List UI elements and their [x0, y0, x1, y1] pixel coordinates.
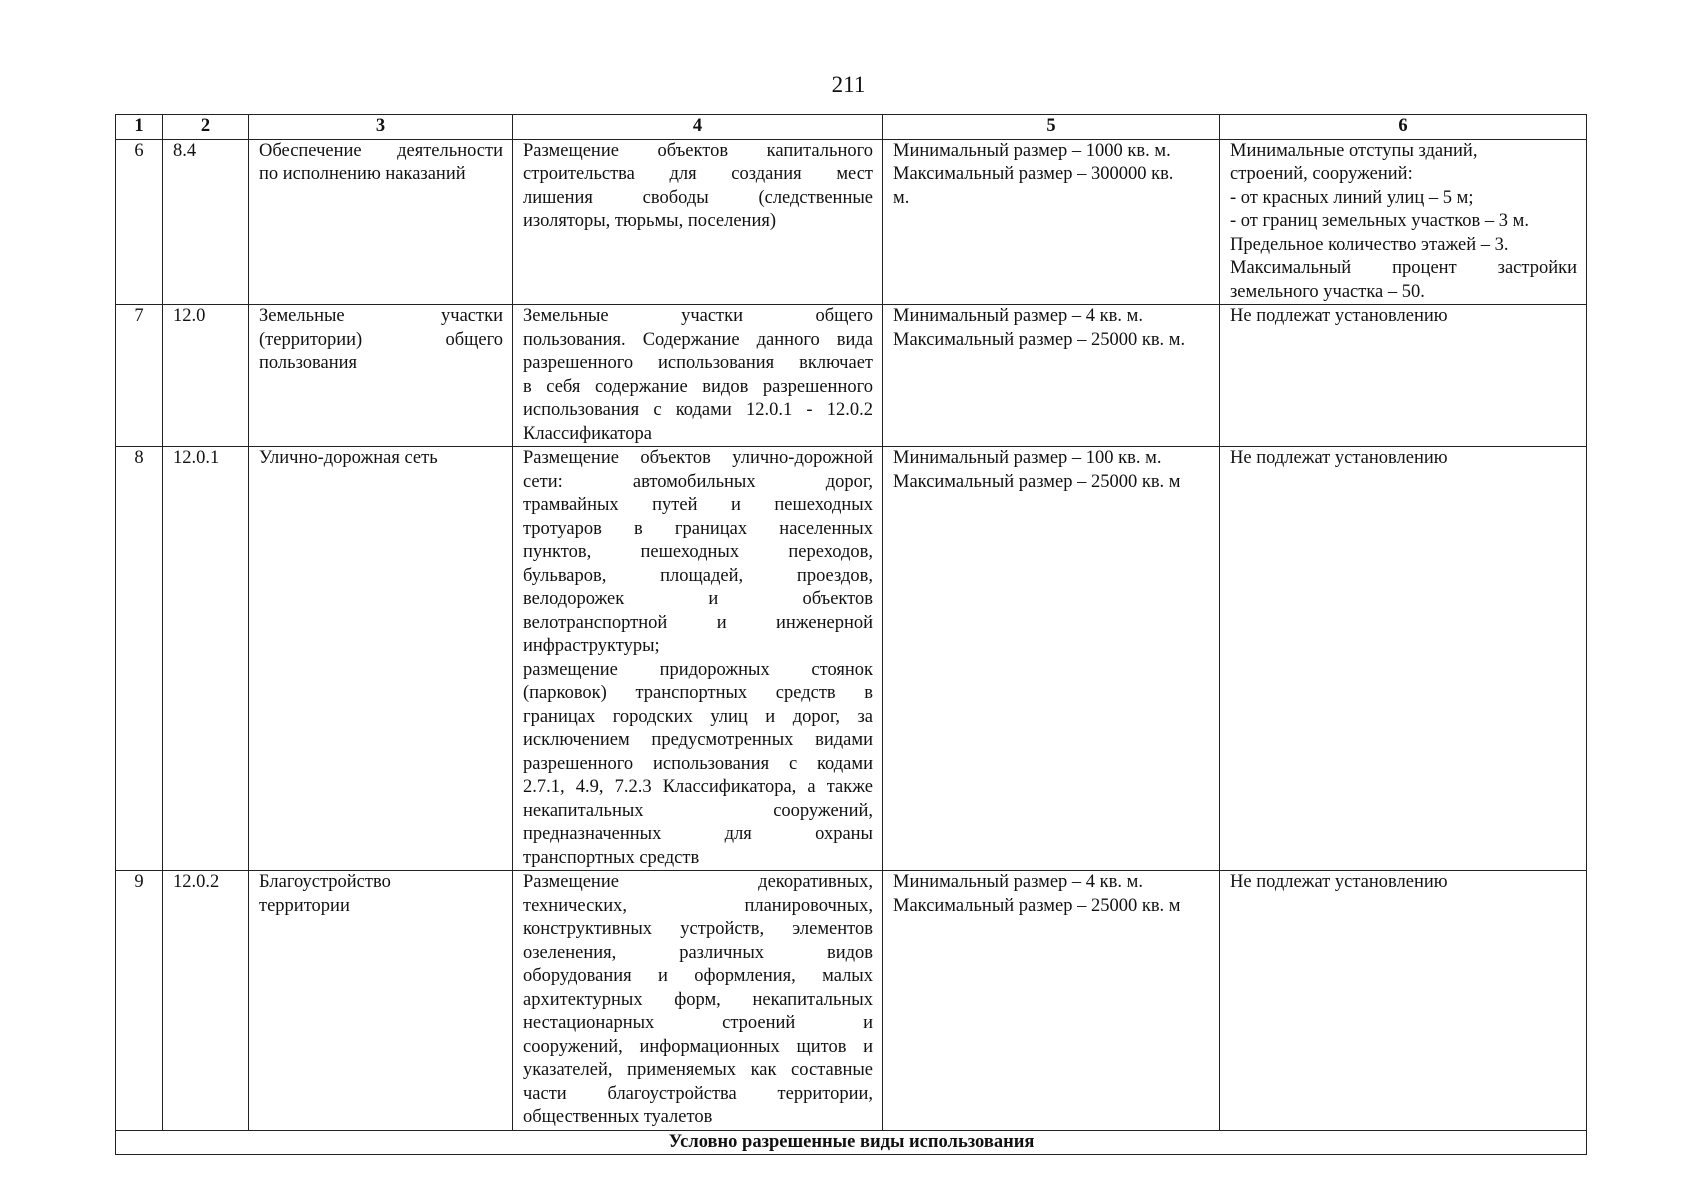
header-cell: 5 — [883, 115, 1220, 140]
row-code-cell: 12.0 — [163, 305, 249, 447]
header-row — [116, 115, 1587, 140]
row-name-cell — [249, 305, 513, 447]
row-number-cell: 8 — [116, 447, 163, 871]
description-line: конструктивных устройств, элементов — [523, 919, 873, 939]
size-line: Максимальный размер – 300000 кв. — [893, 164, 1174, 184]
section-heading: Условно разрешенные виды использования — [116, 1130, 1587, 1155]
description-line: бульваров, площадей, проездов, — [523, 565, 873, 586]
page-number: 211 — [831, 72, 866, 97]
name-line: Благоустройство — [259, 872, 391, 892]
row-number-cell: 7 — [116, 305, 163, 447]
description-line: исключением предусмотренных видами — [523, 730, 873, 750]
header-cell: 3 — [249, 115, 513, 140]
name-line: (территории) общего — [259, 329, 503, 350]
description-line: Классификатора — [523, 423, 652, 444]
row-name-cell — [249, 139, 513, 305]
params-line: Не подлежат установлению — [1230, 306, 1448, 326]
table-row — [116, 447, 1587, 871]
row-description-cell — [513, 447, 883, 871]
name-line: Обеспечение деятельности — [259, 140, 503, 161]
description-line: транспортных средств — [523, 847, 700, 868]
row-params-cell — [1220, 305, 1587, 447]
description-line: Размещение объектов улично-дорожной — [523, 448, 873, 468]
description-line: 2.7.1, 4.9, 7.2.3 Классификатора, а также — [523, 777, 873, 797]
header-cell: 6 — [1220, 115, 1587, 140]
size-line: Минимальный размер – 1000 кв. м. — [893, 140, 1171, 161]
description-line: Земельные участки общего — [523, 306, 873, 326]
params-line: Предельное количество этажей – 3. — [1230, 234, 1509, 255]
description-line: лишения свободы (следственные — [523, 187, 873, 208]
description-line: указателей, применяемых как составные — [523, 1060, 873, 1080]
description-line: пунктов, пешеходных переходов, — [523, 542, 873, 562]
description-line: сети: автомобильных дорог, — [523, 471, 873, 492]
description-line: оборудования и оформления, малых — [523, 966, 873, 986]
name-line: пользования — [259, 353, 358, 373]
description-line: границах городских улиц и дорог, за — [523, 706, 873, 727]
header-cell: 1 — [116, 115, 163, 140]
description-line: трамвайных путей и пешеходных — [523, 495, 873, 515]
description-line: предназначенных для охраны — [523, 824, 873, 844]
description-line: нестационарных строений и — [523, 1013, 873, 1033]
row-description-cell — [513, 139, 883, 305]
row-number-cell: 9 — [116, 871, 163, 1131]
description-line: пользования. Содержание данного вида — [523, 329, 873, 350]
params-line: Максимальный процент застройки — [1230, 258, 1577, 278]
size-line: Максимальный размер – 25000 кв. м — [893, 895, 1181, 916]
size-line: Максимальный размер – 25000 кв. м — [893, 471, 1181, 492]
row-description-cell — [513, 871, 883, 1131]
params-line: - от красных линий улиц – 5 м; — [1230, 187, 1474, 208]
description-line: архитектурных форм, некапитальных — [523, 989, 873, 1010]
size-line: Минимальный размер – 100 кв. м. — [893, 448, 1162, 468]
size-line: Минимальный размер – 4 кв. м. — [893, 872, 1143, 892]
description-line: общественных туалетов — [523, 1107, 713, 1127]
row-params-cell — [1220, 447, 1587, 871]
row-code-cell: 8.4 — [163, 139, 249, 305]
params-line: Не подлежат установлению — [1230, 448, 1448, 468]
row-code-cell: 12.0.1 — [163, 447, 249, 871]
description-line: разрешенного использования включает — [523, 353, 873, 373]
description-line: (парковок) транспортных средств в — [523, 683, 873, 703]
land-use-table — [115, 114, 1587, 1155]
params-line: строений, сооружений: — [1230, 164, 1413, 184]
table-row — [116, 139, 1587, 305]
row-params-cell — [1220, 139, 1587, 305]
description-line: велодорожек и объектов — [523, 589, 873, 609]
size-line: м. — [893, 187, 910, 208]
description-line: Размещение декоративных, — [523, 872, 873, 892]
name-line: Улично-дорожная сеть — [259, 448, 438, 468]
description-line: разрешенного использования с кодами — [523, 753, 873, 774]
row-description-cell — [513, 305, 883, 447]
description-line: размещение придорожных стоянок — [523, 659, 873, 680]
description-line: строительства для создания мест — [523, 164, 873, 184]
description-line: тротуаров в границах населенных — [523, 518, 873, 539]
name-line: территории — [259, 895, 350, 916]
description-line: части благоустройства территории, — [523, 1083, 873, 1104]
size-line: Максимальный размер – 25000 кв. м. — [893, 329, 1186, 350]
size-line: Минимальный размер – 4 кв. м. — [893, 306, 1143, 326]
description-line: изоляторы, тюрьмы, поселения) — [523, 211, 777, 231]
params-line: земельного участка – 50. — [1230, 281, 1425, 302]
table-row — [116, 305, 1587, 447]
row-size-cell — [883, 139, 1220, 305]
description-line: озеленения, различных видов — [523, 942, 873, 963]
row-code-cell: 12.0.2 — [163, 871, 249, 1131]
row-name-cell — [249, 871, 513, 1131]
row-size-cell — [883, 871, 1220, 1131]
section-heading-row — [116, 1130, 1587, 1155]
description-line: использования с кодами 12.0.1 - 12.0.2 — [523, 400, 873, 420]
description-line: Размещение объектов капитального — [523, 140, 873, 161]
row-size-cell — [883, 447, 1220, 871]
table-row — [116, 871, 1587, 1131]
row-params-cell — [1220, 871, 1587, 1131]
description-line: велотранспортной и инженерной — [523, 612, 873, 633]
row-size-cell — [883, 305, 1220, 447]
name-line: Земельные участки — [259, 306, 503, 326]
description-line: в себя содержание видов разрешенного — [523, 376, 873, 397]
params-line: - от границ земельных участков – 3 м. — [1230, 211, 1529, 231]
header-cell: 2 — [163, 115, 249, 140]
description-line: сооружений, информационных щитов и — [523, 1036, 873, 1057]
description-line: инфраструктуры; — [523, 636, 660, 656]
description-line: технических, планировочных, — [523, 895, 873, 916]
description-line: некапитальных сооружений, — [523, 800, 873, 821]
params-line: Минимальные отступы зданий, — [1230, 140, 1478, 161]
name-line: по исполнению наказаний — [259, 164, 466, 184]
row-name-cell — [249, 447, 513, 871]
header-cell: 4 — [513, 115, 883, 140]
row-number-cell: 6 — [116, 139, 163, 305]
params-line: Не подлежат установлению — [1230, 872, 1448, 892]
